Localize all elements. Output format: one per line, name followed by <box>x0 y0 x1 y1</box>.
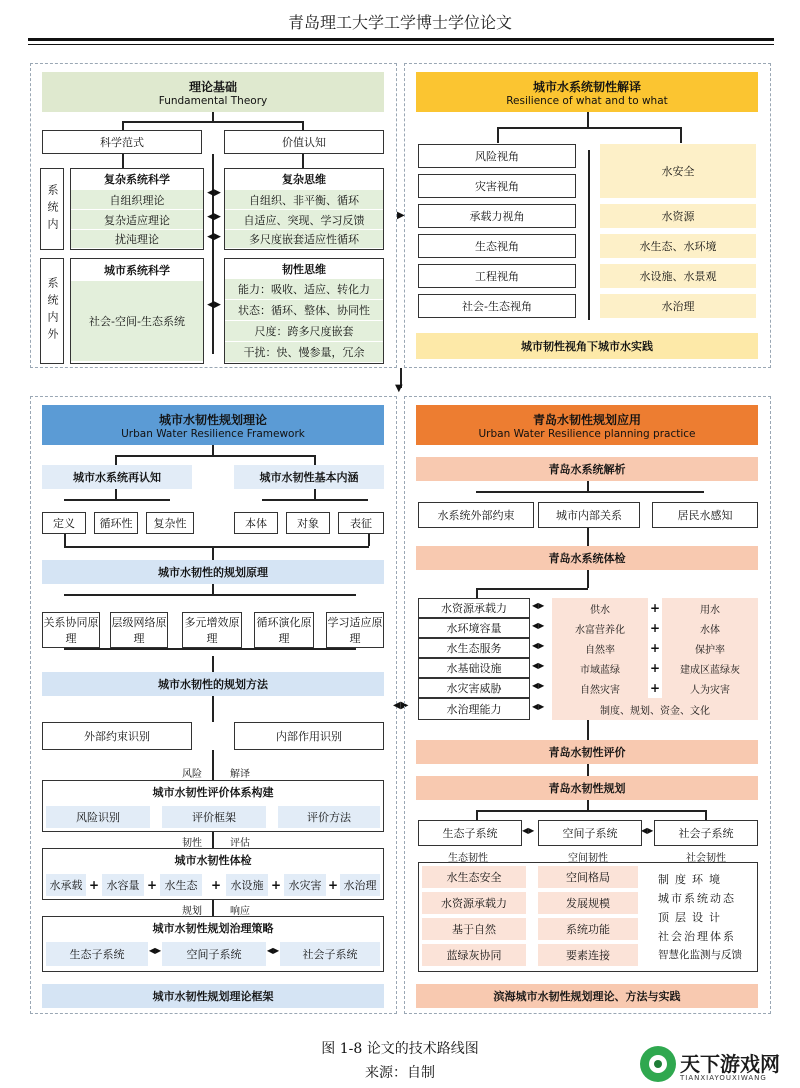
strategy-social-item: 社会治理体系 <box>658 930 736 943</box>
figure-caption: 图 1-8 论文的技术路线图 <box>321 1041 479 1057</box>
framework-footer: 城市水韧性规划理论框架 <box>42 984 384 1008</box>
checkup-row-right: 水体 <box>662 618 758 638</box>
connotation-label: 城市水韧性基本内涵 <box>234 465 384 489</box>
paradigm-box: 科学范式 <box>42 130 202 154</box>
analysis-item: 城市内部关系 <box>538 502 640 528</box>
analysis-item: 居民水感知 <box>652 502 758 528</box>
practice-title-en: Urban Water Resilience planning practice <box>478 427 696 440</box>
eval-item: 评价框架 <box>162 806 266 828</box>
principle-item: 层级网络原理 <box>110 612 168 648</box>
interp-left-item: 风险视角 <box>418 144 576 168</box>
arrow-down-icon: ▼ <box>395 383 403 394</box>
vertical-label-inner-outer: 系统内外 <box>40 258 64 364</box>
arrow-icon: ◀▶ <box>148 946 162 955</box>
strategy-space-item: 系统功能 <box>538 918 638 940</box>
check-item: 水灾害 <box>284 874 326 896</box>
principle-item: 关系协同原理 <box>42 612 100 648</box>
resilience-thinking-item: 状态：循环、整体、协同性 <box>225 300 383 320</box>
check-item: 水生态 <box>160 874 202 896</box>
interp-left-item: 生态视角 <box>418 234 576 258</box>
urban-science-body: 社会-空间-生态系统 <box>71 281 203 361</box>
plus-icon: + <box>146 878 158 892</box>
complex-thinking-title: 复杂思维 <box>282 173 326 186</box>
checkup-row-mid: 市域蓝绿 <box>552 658 648 678</box>
interp-left-item: 承载力视角 <box>418 204 576 228</box>
framework-header <box>42 405 384 445</box>
checkup-band: 青岛水系统体检 <box>416 546 758 570</box>
eval-item: 评价方法 <box>278 806 380 828</box>
subsystem-label: 社会韧性 <box>686 853 726 864</box>
internal-box: 内部作用识别 <box>234 722 384 750</box>
header-rule-thin <box>28 44 774 45</box>
checkup-row-right: 人为灾害 <box>662 678 758 698</box>
interp-title-en: Resilience of what and to what <box>506 94 668 107</box>
urban-science-title: 城市系统科学 <box>104 264 170 277</box>
governance-item: 社会子系统 <box>280 942 380 966</box>
strategy-social-item: 城市系统动态 <box>658 892 736 905</box>
analysis-band: 青岛水系统解析 <box>416 457 758 481</box>
interp-footer: 城市韧性视角下城市水实践 <box>416 333 758 359</box>
check-title: 城市水韧性体检 <box>174 854 252 867</box>
principle-item: 学习适应原理 <box>326 612 384 648</box>
arrow-icon: ◀▶ <box>207 188 221 198</box>
checkup-row-mid: 制度、规划、资金、文化 <box>552 698 758 720</box>
vertical-label-inner: 系统内 <box>40 168 64 250</box>
complex-science-item: 自组织理论 <box>71 190 203 209</box>
check-item: 水承载 <box>46 874 86 896</box>
arrow-icon: ◀▶ <box>207 232 221 242</box>
governance-item: 生态子系统 <box>46 942 148 966</box>
plus-icon: + <box>649 621 661 635</box>
strategy-eco-item: 水资源承载力 <box>422 892 526 914</box>
interp-label: 解译 <box>230 769 250 780</box>
risk-label: 风险 <box>182 769 202 780</box>
complex-thinking-item: 自适应、突现、学习反馈 <box>225 210 383 229</box>
strategy-space-item: 发展规模 <box>538 892 638 914</box>
connot-item: 表征 <box>338 512 384 534</box>
governance-item: 空间子系统 <box>162 942 266 966</box>
arrow-icon: ◀▶ <box>532 702 545 711</box>
figure-source: 来源：自制 <box>365 1065 435 1081</box>
practice-header <box>416 405 758 445</box>
strategy-eco-item: 水生态安全 <box>422 866 526 888</box>
strategy-space-item: 要素连接 <box>538 944 638 966</box>
recog-item: 复杂性 <box>146 512 194 534</box>
complex-science-item: 扰沌理论 <box>71 230 203 248</box>
theory-title-en: Fundamental Theory <box>158 94 268 107</box>
interp-left-item: 工程视角 <box>418 264 576 288</box>
subsystem-label: 空间韧性 <box>568 853 608 864</box>
theory-header <box>42 72 384 112</box>
checkup-row-label: 水灾害威胁 <box>418 678 530 698</box>
strategy-eco-item: 基于自然 <box>422 918 526 940</box>
recog-item: 定义 <box>42 512 86 534</box>
method-band: 城市水韧性的规划方法 <box>42 672 384 696</box>
framework-title-cn: 城市水韧性规划理论 <box>158 412 267 427</box>
connot-item: 本体 <box>234 512 278 534</box>
urban-science-box <box>70 258 204 364</box>
plus-icon: + <box>270 878 282 892</box>
plus-icon: + <box>210 878 222 892</box>
arrow-icon: ◀▶ <box>207 300 221 310</box>
checkup-row-label: 水治理能力 <box>418 698 530 720</box>
eval-item: 风险识别 <box>46 806 150 828</box>
arrow-icon: ◀▶ <box>266 946 280 955</box>
arrow-icon: ◀▶ <box>532 621 545 630</box>
resilience-thinking-item: 尺度：跨多尺度嵌套 <box>225 321 383 341</box>
checkup-row-label: 水资源承载力 <box>418 598 530 618</box>
check-item: 水容量 <box>102 874 144 896</box>
arrow-icon: ◀▶ <box>532 601 545 610</box>
resilience-thinking-title: 韧性思维 <box>282 263 326 276</box>
checkup-row-mid: 供水 <box>552 598 648 618</box>
checkup-row-mid: 水富营养化 <box>552 618 648 638</box>
resp-label: 响应 <box>230 906 250 917</box>
interp-right-item: 水安全 <box>600 144 756 198</box>
strategy-social-item: 智慧化监测与反馈 <box>658 949 742 961</box>
page-header: 青岛理工大学工学博士学位论文 <box>287 13 512 32</box>
subsystem-label: 生态韧性 <box>448 853 488 864</box>
eval-title: 城市水韧性评价体系构建 <box>152 786 274 799</box>
arrow-icon: ◀▶ <box>641 826 654 835</box>
plus-icon: + <box>649 661 661 675</box>
interp-title-cn: 城市水系统韧性解译 <box>532 79 641 94</box>
arrow-icon: ◀▶ <box>532 681 545 690</box>
bidirectional-arrow-icon: ◀▶ <box>393 700 409 711</box>
recognition-label: 城市水系统再认知 <box>42 465 192 489</box>
framework-title-en: Urban Water Resilience Framework <box>121 427 305 440</box>
checkup-row-mid: 自然率 <box>552 638 648 658</box>
value-box: 价值认知 <box>224 130 384 154</box>
plan-label: 规划 <box>182 906 202 917</box>
recog-item: 循环性 <box>94 512 138 534</box>
checkup-row-label: 水生态服务 <box>418 638 530 658</box>
interp-right-item: 水设施、水景观 <box>600 264 756 288</box>
complex-thinking-box <box>224 168 384 250</box>
principle-item: 多元增效原理 <box>182 612 242 648</box>
assess-label: 评估 <box>230 838 250 849</box>
complex-science-box <box>70 168 204 250</box>
plus-icon: + <box>327 878 339 892</box>
subsystem-box: 社会子系统 <box>654 820 758 846</box>
complex-thinking-item: 自组织、非平衡、循环 <box>225 190 383 209</box>
subsystem-box: 空间子系统 <box>538 820 642 846</box>
analysis-item: 水系统外部约束 <box>418 502 534 528</box>
plus-icon: + <box>649 641 661 655</box>
complex-science-item: 复杂适应理论 <box>71 210 203 229</box>
evaluation-band: 青岛水韧性评价 <box>416 740 758 764</box>
interp-right-item: 水生态、水环境 <box>600 234 756 258</box>
interp-right-item: 水资源 <box>600 204 756 228</box>
strategy-social-item: 制度环境 <box>658 873 726 886</box>
checkup-row-right: 用水 <box>662 598 758 618</box>
checkup-row-right: 保护率 <box>662 638 758 658</box>
checkup-row-mid: 自然灾害 <box>552 678 648 698</box>
strategy-space-item: 空间格局 <box>538 866 638 888</box>
arrow-right-icon: ▶ <box>397 210 405 221</box>
checkup-row-label: 水基础设施 <box>418 658 530 678</box>
plus-icon: + <box>88 878 100 892</box>
theory-title-cn: 理论基础 <box>188 79 237 94</box>
connot-item: 对象 <box>286 512 330 534</box>
header-rule <box>28 38 774 41</box>
principle-band: 城市水韧性的规划原理 <box>42 560 384 584</box>
watermark-text: 天下游戏网 <box>680 1052 780 1076</box>
interp-right-item: 水治理 <box>600 294 756 318</box>
governance-title: 城市水韧性规划治理策略 <box>152 922 274 935</box>
arrow-icon: ◀▶ <box>532 661 545 670</box>
watermark-logo-icon <box>640 1046 676 1082</box>
practice-footer: 滨海城市水韧性规划理论、方法与实践 <box>416 984 758 1008</box>
practice-title-cn: 青岛水韧性规划应用 <box>532 412 641 427</box>
checkup-row-label: 水环境容量 <box>418 618 530 638</box>
watermark-subtext: TIANXIAYOUXIWANG <box>680 1074 767 1082</box>
arrow-icon: ◀▶ <box>532 641 545 650</box>
strategy-social-column <box>652 866 756 966</box>
strategy-social-item: 顶层设计 <box>658 911 726 924</box>
checkup-row-right: 建成区蓝绿灰 <box>662 658 758 678</box>
resil-label: 韧性 <box>182 838 202 849</box>
interp-left-item: 灾害视角 <box>418 174 576 198</box>
planning-band: 青岛水韧性规划 <box>416 776 758 800</box>
interp-left-item: 社会-生态视角 <box>418 294 576 318</box>
resilience-thinking-item: 干扰：快、慢参量，冗余 <box>225 342 383 362</box>
arrow-icon: ◀▶ <box>207 212 221 222</box>
strategy-eco-item: 蓝绿灰协同 <box>422 944 526 966</box>
plus-icon: + <box>649 601 661 615</box>
check-item: 水设施 <box>226 874 268 896</box>
principle-item: 循环演化原理 <box>254 612 314 648</box>
complex-thinking-item: 多尺度嵌套适应性循环 <box>225 230 383 248</box>
external-box: 外部约束识别 <box>42 722 192 750</box>
resilience-thinking-box <box>224 258 384 364</box>
arrow-icon: ◀▶ <box>522 826 535 835</box>
plus-icon: + <box>649 681 661 695</box>
interp-header <box>416 72 758 112</box>
resilience-thinking-item: 能力：吸收、适应、转化力 <box>225 279 383 299</box>
subsystem-box: 生态子系统 <box>418 820 522 846</box>
complex-science-title: 复杂系统科学 <box>104 173 170 186</box>
check-item: 水治理 <box>340 874 380 896</box>
